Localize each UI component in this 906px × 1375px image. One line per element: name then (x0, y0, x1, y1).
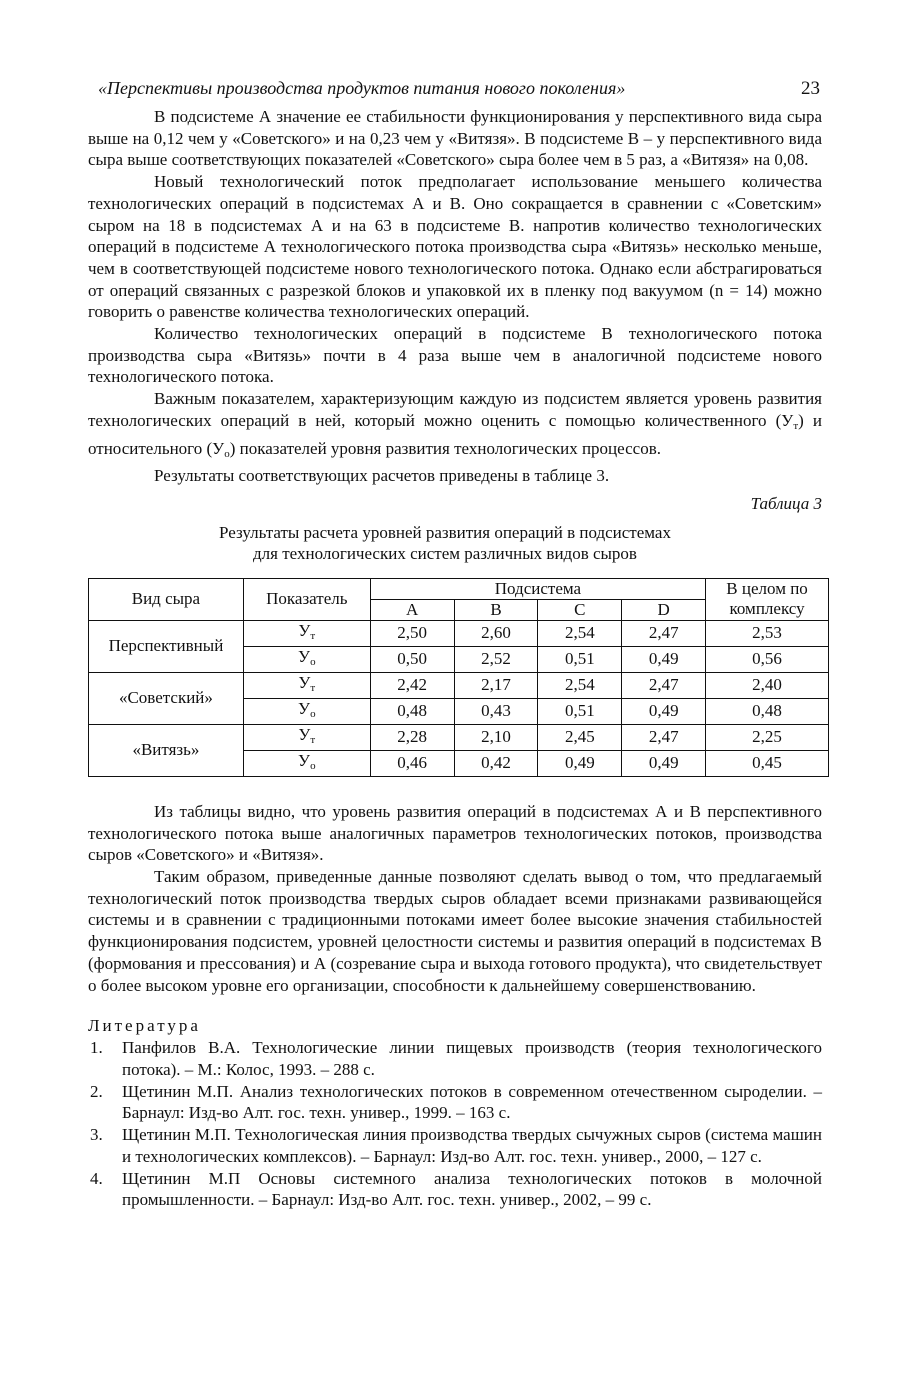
header-total: В целом по комплексу (706, 578, 829, 620)
header-subsystem-b: B (454, 599, 538, 620)
page (88, 78, 822, 1211)
running-title: «Перспективы производства продуктов питания нового поколения» (98, 78, 626, 98)
cheese-name: «Витязь» (89, 724, 244, 776)
paragraph: Количество технологических операций в подсистеме В технологического потока производства сыра «Витязь» почти в 4 раза выше чем в аналогичной подсистеме нового технологического потока. (88, 324, 822, 387)
running-head (88, 78, 822, 106)
cheese-name: «Советский» (89, 672, 244, 724)
value-total: 0,56 (706, 646, 829, 672)
table-label: Таблица 3 (750, 493, 822, 513)
cheese-name: Перспективный (89, 620, 244, 672)
value-b: 2,52 (454, 646, 538, 672)
table-title (88, 522, 822, 564)
value-c: 0,51 (538, 698, 622, 724)
paragraph: Таким образом, приведенные данные позволяют сделать вывод о том, что предлагаемый технологический поток производства твердых сыров обладает всеми признаками развивающейся системы и в сравнении с традиционными потоками имеет более высокие значения стабильностей функционирования подсистем, уровней целостности системы и развития операций в подсистемах В (формования и прессования) и А (созревание сыра и выхода готового продукта), что свидетельствует о более высоком уровне его организации, способности к дальнейшему совершенствованию. (88, 867, 822, 995)
value-c: 2,45 (538, 724, 622, 750)
indicator (243, 672, 370, 698)
reference-text: Щетинин М.П. Анализ технологических потоков в современном отечественном сыроделии. – Барнаул: Изд-во Алт. гос. техн. универ., 1999. – 163 с. (122, 1081, 822, 1123)
value-a: 0,46 (370, 750, 454, 776)
indicator (243, 724, 370, 750)
header-subsystem-c: C (538, 599, 622, 620)
indicator-subscript: т (310, 629, 316, 642)
value-c: 2,54 (538, 672, 622, 698)
subscript: о (224, 447, 230, 460)
reference-text: Щетинин М.П. Технологическая линия производства твердых сычужных сыров (система машин и технологических комплексов). – Барнаул: Изд-во Алт. гос. техн. универ., 2000, – 127 с. (122, 1125, 822, 1166)
value-b: 0,43 (454, 698, 538, 724)
table-title-line: для технологических систем различных видов сыров (253, 543, 637, 563)
reference-number: 3. (90, 1125, 103, 1145)
reference-text: Щетинин М.П Основы системного анализа технологических потоков в молочной промышленности. – Барнаул: Изд-во Алт. гос. техн. универ., 2002, – 99 с. (122, 1168, 822, 1210)
header-cheese: Вид сыра (89, 578, 244, 620)
table-row (89, 672, 829, 698)
paragraph: Результаты соответствующих расчетов приведены в таблице 3. (154, 466, 610, 486)
reference-item (88, 1168, 822, 1211)
subscript: т (793, 419, 799, 432)
header-subsystem: Подсистема (370, 578, 705, 599)
paragraph-indicators (88, 388, 822, 465)
text-run: ) показателей уровня развития технологических процессов. (229, 438, 661, 458)
reference-text: Панфилов В.А. Технологические линии пищевых производств (теория технологического потока). – М.: Колос, 1993. – 288 с. (122, 1038, 822, 1079)
indicator-subscript: о (310, 655, 316, 668)
value-total: 2,53 (706, 620, 829, 646)
value-total: 0,48 (706, 698, 829, 724)
value-a: 2,42 (370, 672, 454, 698)
value-b: 2,17 (454, 672, 538, 698)
table-row (89, 620, 829, 646)
results-table (88, 578, 829, 777)
value-c: 0,49 (538, 750, 622, 776)
indicator-subscript: т (310, 733, 316, 746)
indicator-subscript: о (310, 759, 316, 772)
value-b: 2,60 (454, 620, 538, 646)
indicator-symbol: У (298, 620, 311, 640)
reference-number: 4. (90, 1168, 103, 1188)
reference-number: 1. (90, 1038, 103, 1058)
indicator-symbol: У (298, 672, 311, 692)
indicator-symbol: У (298, 724, 311, 744)
value-d: 2,47 (622, 724, 706, 750)
reference-item (88, 1037, 822, 1080)
value-total: 0,45 (706, 750, 829, 776)
reference-item (88, 1124, 822, 1167)
value-a: 2,28 (370, 724, 454, 750)
value-d: 0,49 (622, 698, 706, 724)
value-d: 0,49 (622, 646, 706, 672)
indicator-symbol: У (298, 750, 311, 770)
indicator-symbol: У (298, 698, 311, 718)
value-a: 0,48 (370, 698, 454, 724)
literature-heading: Литература (88, 1016, 201, 1036)
value-b: 0,42 (454, 750, 538, 776)
text-run: Важным показателем, характеризующим каждую из подсистем является уровень развития технологических операций в ней, который можно оценить с помощью количественного (У (88, 389, 822, 430)
header-indicator: Показатель (243, 578, 370, 620)
reference-item (88, 1081, 822, 1124)
indicator-symbol: У (298, 646, 311, 666)
table-row (89, 724, 829, 750)
paragraph: Из таблицы видно, что уровень развития операций в подсистемах А и В перспективного технологического потока выше аналогичных параметров технологических потоков, производства сыров «Советского» и «Витязя». (88, 801, 822, 865)
indicator (243, 620, 370, 646)
value-a: 2,50 (370, 620, 454, 646)
indicator-subscript: т (310, 681, 316, 694)
value-d: 2,47 (622, 620, 706, 646)
value-d: 0,49 (622, 750, 706, 776)
reference-number: 2. (90, 1081, 103, 1101)
indicator-subscript: о (310, 707, 316, 720)
paragraph: Новый технологический поток предполагает использование меньшего количества технологических операций в подсистемах А и В. Оно сокращается в сравнении с «Советским» сыром на 18 в подсистемах А и на 63 в подсистеме В. напротив количество технологических операций в подсистеме А технологического потока производства сыра «Витязь» несколько меньше, чем в соответствующей подсистеме нового технологического потока. Однако если абстрагироваться от операций связанных с разрезкой блоков и упаковкой их в пленку под вакуумом (n = 14) можно говорить о равенстве количества технологических операций. (88, 172, 822, 322)
page-number: 23 (801, 78, 820, 99)
indicator (243, 698, 370, 724)
table-title-line: Результаты расчета уровней развития операций в подсистемах (219, 522, 671, 542)
value-d: 2,47 (622, 672, 706, 698)
value-a: 0,50 (370, 646, 454, 672)
value-total: 2,40 (706, 672, 829, 698)
reference-list (88, 1037, 822, 1211)
indicator (243, 646, 370, 672)
header-subsystem-a: A (370, 599, 454, 620)
value-b: 2,10 (454, 724, 538, 750)
value-c: 0,51 (538, 646, 622, 672)
value-c: 2,54 (538, 620, 622, 646)
value-total: 2,25 (706, 724, 829, 750)
indicator (243, 750, 370, 776)
header-subsystem-d: D (622, 599, 706, 620)
text-run: ) и относительного (У (88, 410, 822, 458)
paragraph: В подсистеме А значение ее стабильности функционирования у перспективного вида сыра выше на 0,12 чем у «Советского» и на 0,23 чем у «Витязя». В подсистеме В – у перспективного вида сыра выше соответствующих показателей «Советского» сыра более чем в 5 раз, а «Витязя» на 0,08. (88, 107, 822, 170)
